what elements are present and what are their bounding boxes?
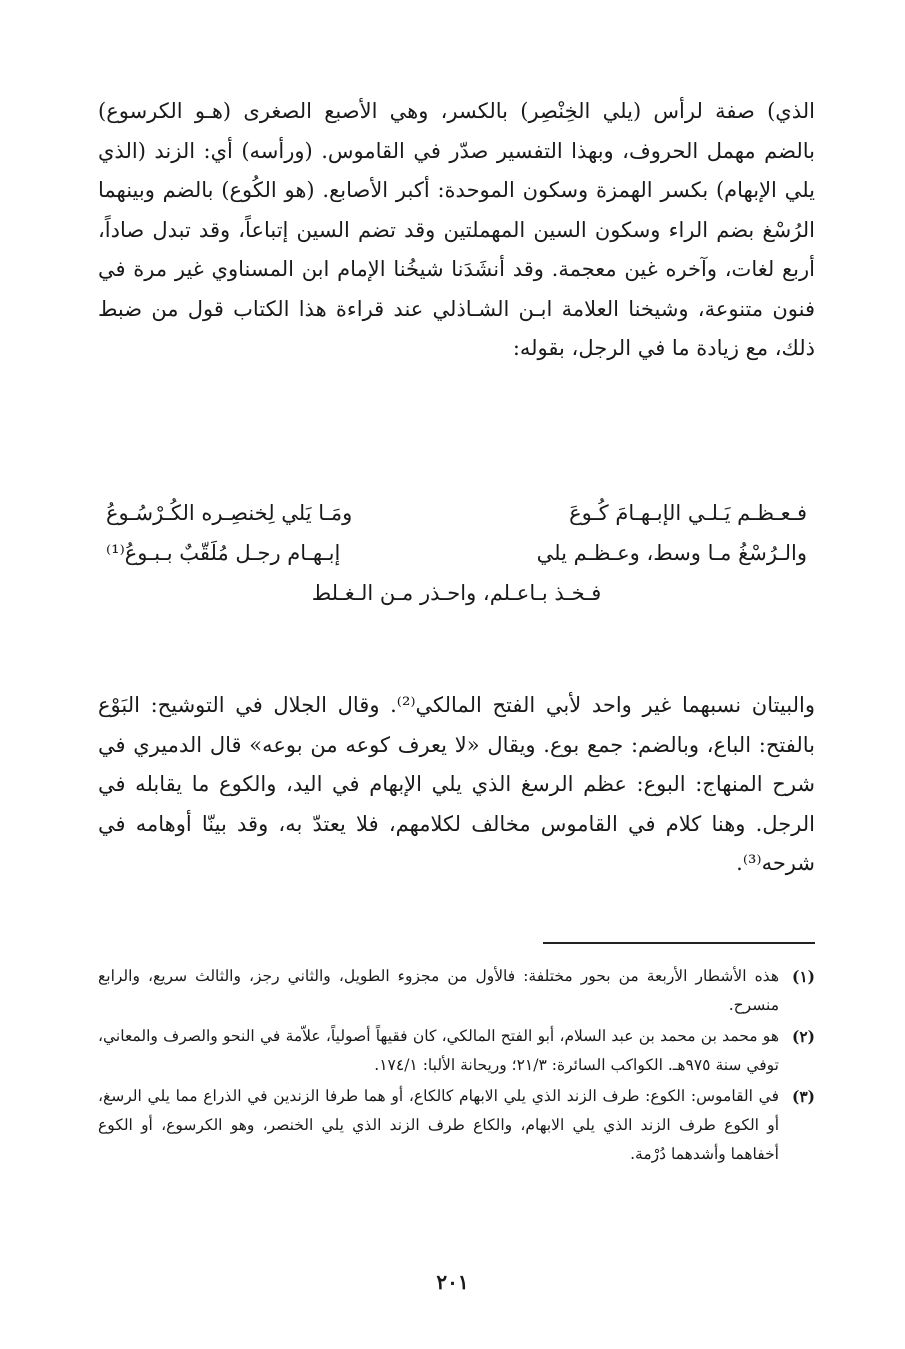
verse-line-1 [98, 493, 815, 533]
body-paragraph-2: والبيتان نسبهما غير واحد لأبي الفتح المالكي⁽²⁾. وقال الجلال في التوشيح: البَوْع بالفتح: الباع، وبالضم: جمع بوع. ويقال «لا يعرف كوعه من بوعه» قال الدميري في شرح المنهاج: البوع: عظم الرسغ الذي يلي الإبهام في اليد، والكوع ما يقابله في الرجل. وهنا كلام في القاموس مخالف لكلامهم، فلا يعتدّ به، وقد بينّا أوهامه في شرحه⁽³⁾. [98, 693, 815, 875]
footnote-2-text: هو محمد بن محمد بن عبد السلام، أبو الفتح المالكي، كان فقيهاً أصولياً، علاّمة في النحو والصرف والمعاني، توفي سنة ٩٧٥هـ. الكواكب السائرة: ٢١/٣؛ وريحانة الألبا: ١٧٤/١. [98, 1027, 779, 1074]
verse-line-2-second-hemistich: إبـهـام رجـل مُلَقّبٌ بـبـوعُ⁽¹⁾ [106, 541, 341, 565]
footnote-2-number: (٢) [791, 1027, 815, 1046]
footnote-1-text: هذه الأشطار الأربعة من بحور مختلفة: فالأول من مجزوء الطويل، والثاني رجز، والثالث سريع، والرابع منسرح. [98, 967, 779, 1014]
footnote-separator [543, 942, 815, 944]
footnote-2 [98, 1022, 815, 1080]
page-number: ٢٠١ [436, 1270, 469, 1294]
footnote-3 [98, 1082, 815, 1169]
footnote-3-number: (٣) [791, 1087, 815, 1106]
verse-line-1-second-hemistich: ومَـا يَلي لِخنصِـره الكُـرْسُـوعُ [106, 501, 353, 525]
verse-line-2 [98, 533, 815, 573]
main-text-block [98, 92, 815, 369]
footnotes-section [98, 962, 815, 1171]
verse-block [98, 493, 815, 613]
footnote-3-text: في القاموس: الكوع: طرف الزند الذي يلي الابهام كالكاع، أو هما طرفا الزندين في الذراع مما يلي الرسغ، أو الكوع طرف الزند الذي يلي الابهام، والكاع طرف الزند الذي يلي الخنصر، وهو الكرسوع، أو الكوع أخفاهما وأشدهما دُرْمة. [98, 1087, 779, 1163]
verse-line-1-first-hemistich: فـعـظـم يَـلـي الإبـهـامَ كُـوعَ [569, 501, 807, 525]
footnote-1 [98, 962, 815, 1020]
second-text-block [98, 686, 815, 884]
verse-line-3: فـخـذ بـاعـلم، واحـذر مـن الـغـلط [311, 581, 602, 605]
verse-line-2-first-hemistich: والـرُسْغُ مـا وسط، وعـظـم يلي [536, 541, 807, 565]
footnote-1-number: (١) [791, 967, 815, 986]
body-paragraph-1: الذي) صفة لرأس (يلي الخِنْصِر) بالكسر، وهي الأصبع الصغرى (هـو الكرسوع) بالضم مهمل الحروف، وبهذا التفسير صدّر في القاموس. (ورأسه) أي: الزند (الذي يلي الإبهام) بكسر الهمزة وسكون الموحدة: أكبر الأصابع. (هو الكُوع) بالضم وبينهما الرُسْغ بضم الراء وسكون السين المهملتين وقد تضم السين إتباعاً، وقد تبدل صاداً، أربع لغات، وآخره غين معجمة. وقد أنشَدَنا شيخُنا الإمام ابن المسناوي غير مرة في فنون متنوعة، وشيخنا العلامة ابـن الشـاذلي عند قراءة هذا الكتاب قول من ضبط ذلك، مع زيادة ما في الرجل، بقوله: [98, 99, 815, 360]
